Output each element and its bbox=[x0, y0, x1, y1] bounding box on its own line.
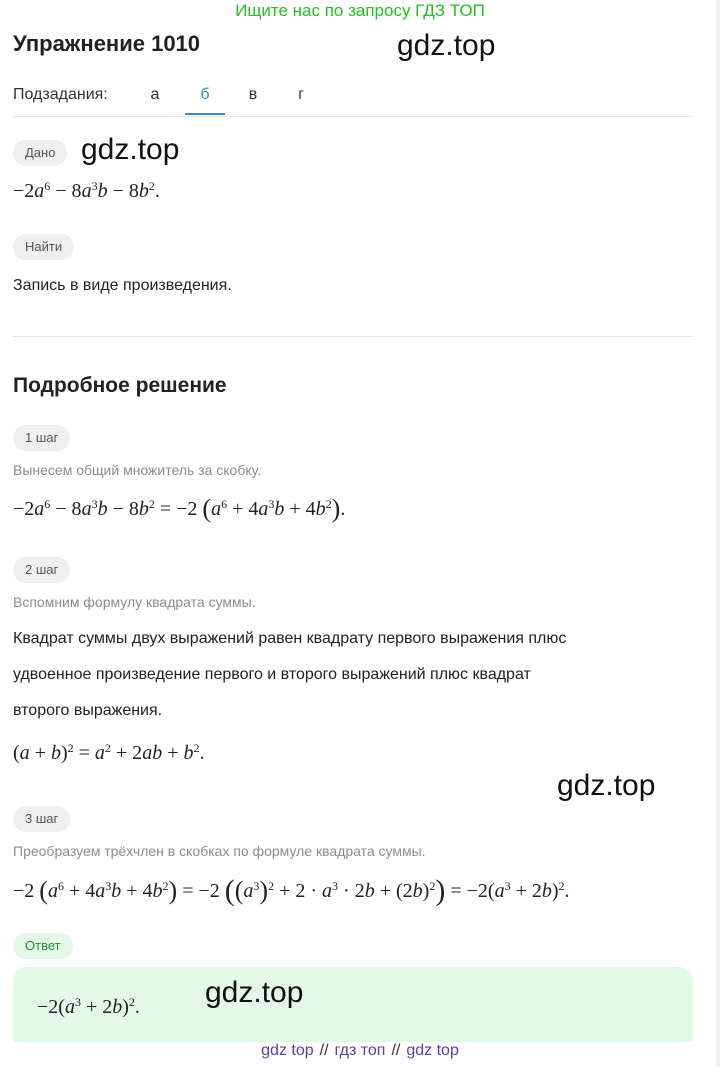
step-3-chip: 3 шаг bbox=[13, 806, 70, 832]
answer-expression: $-2(a^3 + 2b)^2$. bbox=[37, 994, 140, 1018]
footer-separator: // bbox=[391, 1042, 401, 1059]
watermark: gdz.top bbox=[81, 133, 180, 166]
step-2-text-line-3: второго выражения. bbox=[13, 702, 163, 719]
tab-a[interactable]: а bbox=[150, 86, 160, 103]
watermark: gdz.top bbox=[397, 29, 496, 62]
page-title: Упражнение 1010 bbox=[13, 31, 201, 56]
solution-heading: Подробное решение bbox=[13, 374, 227, 397]
square-of-sum-formula: $(a + b)^2 = a^2 + 2ab + b^2$. bbox=[13, 740, 205, 764]
subtasks-label: Подзадания: bbox=[13, 86, 108, 103]
step-2-chip: 2 шаг bbox=[13, 557, 70, 583]
footer-separator: // bbox=[319, 1042, 329, 1059]
watermark: gdz.top bbox=[205, 976, 304, 1009]
top-banner: Ищите нас по запросу ГДЗ ТОП bbox=[235, 1, 485, 20]
given-chip: Дано bbox=[13, 140, 67, 166]
tab-g[interactable]: г bbox=[298, 86, 304, 103]
footer-links bbox=[0, 1042, 720, 1060]
find-chip: Найти bbox=[13, 234, 74, 260]
step-1-expression: $-2a^6 - 8a^3b - 8b^2 = -2$ $(a^6 + 4a^3b + 4b^2)$. bbox=[13, 494, 346, 523]
tab-b[interactable]: б bbox=[200, 86, 210, 103]
find-text: Запись в виде произведения. bbox=[13, 277, 232, 294]
given-expression: $-2a^6 - 8a^3b - 8b^2$. bbox=[13, 178, 160, 202]
step-3-expression: −2 $(a^6 + 4a^3b + 4b^2) = -2$ $((a^3)^2 + 2 \cdot a^3 \cdot 2b + (2b)^2) = -2(a^3 + 2b)^2$. bbox=[13, 874, 570, 907]
answer-chip: Ответ bbox=[13, 933, 73, 959]
footer-link[interactable]: gdz top bbox=[261, 1042, 314, 1059]
step-1-hint: Вынесем общий множитель за скобку. bbox=[13, 462, 262, 478]
step-2-hint: Вспомним формулу квадрата суммы. bbox=[13, 594, 256, 610]
section-divider bbox=[13, 336, 693, 337]
step-3-hint: Преобразуем трёхчлен в скобках по формуле квадрата суммы. bbox=[13, 843, 426, 859]
footer-link[interactable]: гдз топ bbox=[334, 1042, 386, 1059]
active-tab-indicator bbox=[185, 113, 225, 115]
step-2-text-line-1: Квадрат суммы двух выражений равен квадрату первого выражения плюс bbox=[13, 630, 567, 647]
page-scrollbar[interactable] bbox=[716, 0, 720, 1067]
step-2-text-line-2: удвоенное произведение первого и второго выражений плюс квадрат bbox=[13, 666, 531, 683]
footer-link[interactable]: gdz top bbox=[406, 1042, 459, 1059]
watermark: gdz.top bbox=[557, 769, 656, 802]
tab-v[interactable]: в bbox=[248, 86, 258, 103]
tabs-divider bbox=[13, 116, 693, 117]
step-1-chip: 1 шаг bbox=[13, 425, 70, 451]
